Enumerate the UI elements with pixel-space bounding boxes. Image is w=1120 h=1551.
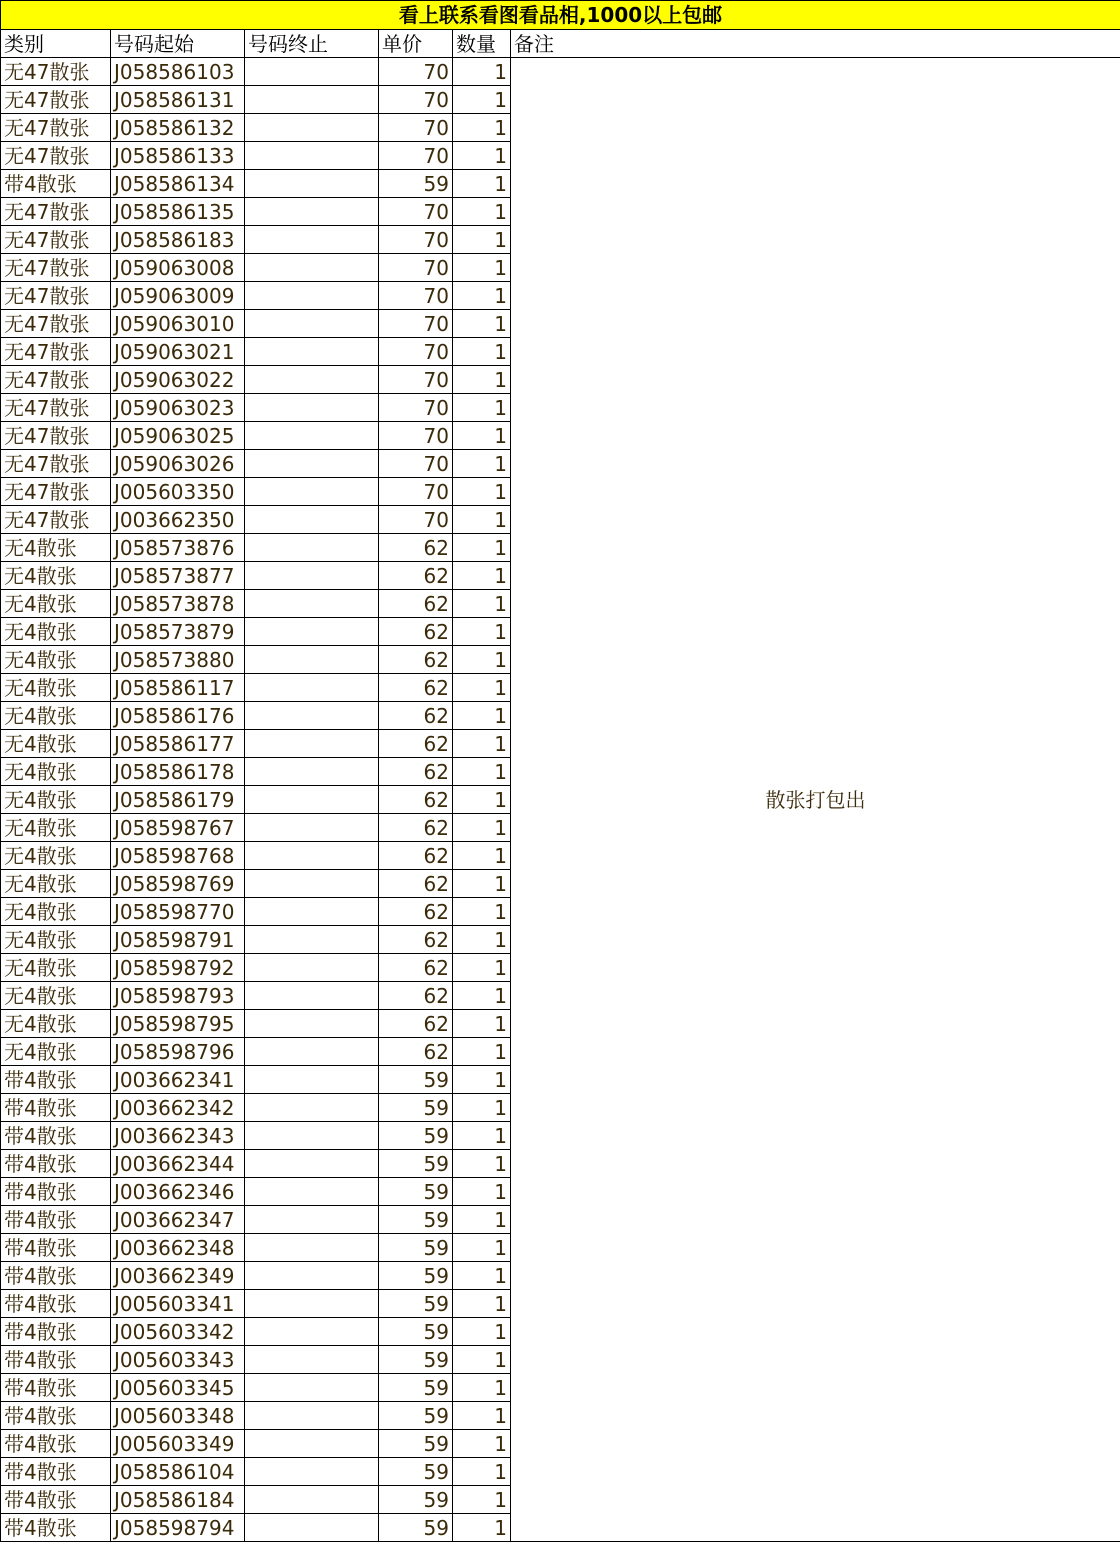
cell-number-end xyxy=(245,1178,379,1206)
cell-number-end xyxy=(245,114,379,142)
cell-number-start: J058598796 xyxy=(111,1038,245,1066)
cell-number-end xyxy=(245,646,379,674)
cell-unit-price: 70 xyxy=(379,226,453,254)
cell-quantity: 1 xyxy=(453,198,511,226)
cell-number-start: J003662348 xyxy=(111,1234,245,1262)
cell-unit-price: 70 xyxy=(379,338,453,366)
cell-number-start: J005603349 xyxy=(111,1430,245,1458)
header-quantity: 数量 xyxy=(453,30,511,58)
cell-number-start: J005603345 xyxy=(111,1374,245,1402)
cell-number-start: J005603350 xyxy=(111,478,245,506)
cell-unit-price: 62 xyxy=(379,590,453,618)
cell-category: 带4散张 xyxy=(1,170,111,198)
cell-number-end xyxy=(245,226,379,254)
cell-number-start: J059063022 xyxy=(111,366,245,394)
cell-category: 带4散张 xyxy=(1,1486,111,1514)
cell-number-start: J003662343 xyxy=(111,1122,245,1150)
header-remark: 备注 xyxy=(511,30,1120,58)
cell-unit-price: 59 xyxy=(379,1402,453,1430)
cell-quantity: 1 xyxy=(453,1458,511,1486)
cell-number-end xyxy=(245,730,379,758)
cell-number-start: J059063023 xyxy=(111,394,245,422)
cell-quantity: 1 xyxy=(453,1150,511,1178)
cell-quantity: 1 xyxy=(453,590,511,618)
cell-unit-price: 62 xyxy=(379,814,453,842)
cell-quantity: 1 xyxy=(453,338,511,366)
cell-unit-price: 70 xyxy=(379,450,453,478)
cell-unit-price: 70 xyxy=(379,86,453,114)
cell-number-end xyxy=(245,1402,379,1430)
cell-category: 无4散张 xyxy=(1,590,111,618)
cell-quantity: 1 xyxy=(453,870,511,898)
cell-number-start: J058586184 xyxy=(111,1486,245,1514)
cell-number-end xyxy=(245,86,379,114)
cell-unit-price: 70 xyxy=(379,114,453,142)
cell-quantity: 1 xyxy=(453,758,511,786)
cell-category: 无47散张 xyxy=(1,338,111,366)
cell-quantity: 1 xyxy=(453,842,511,870)
cell-quantity: 1 xyxy=(453,646,511,674)
cell-quantity: 1 xyxy=(453,114,511,142)
cell-category: 无47散张 xyxy=(1,226,111,254)
cell-category: 无47散张 xyxy=(1,478,111,506)
cell-number-start: J003662342 xyxy=(111,1094,245,1122)
cell-quantity: 1 xyxy=(453,898,511,926)
cell-number-end xyxy=(245,758,379,786)
cell-unit-price: 70 xyxy=(379,422,453,450)
cell-number-start: J058586117 xyxy=(111,674,245,702)
remark-cell: 散张打包出 xyxy=(511,58,1120,1542)
cell-unit-price: 59 xyxy=(379,1318,453,1346)
cell-category: 无4散张 xyxy=(1,814,111,842)
cell-number-start: J058598768 xyxy=(111,842,245,870)
cell-number-start: J058598767 xyxy=(111,814,245,842)
cell-category: 带4散张 xyxy=(1,1178,111,1206)
cell-quantity: 1 xyxy=(453,450,511,478)
cell-number-start: J058598793 xyxy=(111,982,245,1010)
cell-unit-price: 59 xyxy=(379,1486,453,1514)
cell-number-end xyxy=(245,58,379,86)
cell-number-start: J058598769 xyxy=(111,870,245,898)
cell-number-start: J059063010 xyxy=(111,310,245,338)
cell-unit-price: 62 xyxy=(379,926,453,954)
cell-category: 带4散张 xyxy=(1,1066,111,1094)
cell-quantity: 1 xyxy=(453,562,511,590)
cell-category: 无4散张 xyxy=(1,646,111,674)
cell-unit-price: 70 xyxy=(379,394,453,422)
cell-number-end xyxy=(245,702,379,730)
cell-quantity: 1 xyxy=(453,1346,511,1374)
cell-unit-price: 62 xyxy=(379,954,453,982)
cell-category: 无4散张 xyxy=(1,758,111,786)
cell-number-end xyxy=(245,1486,379,1514)
cell-number-end xyxy=(245,506,379,534)
cell-number-start: J058586133 xyxy=(111,142,245,170)
cell-number-start: J058586132 xyxy=(111,114,245,142)
cell-unit-price: 59 xyxy=(379,1234,453,1262)
cell-number-end xyxy=(245,674,379,702)
cell-category: 无47散张 xyxy=(1,394,111,422)
cell-category: 带4散张 xyxy=(1,1430,111,1458)
cell-quantity: 1 xyxy=(453,674,511,702)
cell-unit-price: 59 xyxy=(379,1514,453,1542)
cell-category: 带4散张 xyxy=(1,1514,111,1542)
cell-number-start: J059063026 xyxy=(111,450,245,478)
cell-number-start: J058586104 xyxy=(111,1458,245,1486)
cell-number-end xyxy=(245,898,379,926)
cell-category: 无47散张 xyxy=(1,86,111,114)
cell-quantity: 1 xyxy=(453,478,511,506)
cell-number-end xyxy=(245,1038,379,1066)
cell-quantity: 1 xyxy=(453,1234,511,1262)
header-number-end: 号码终止 xyxy=(245,30,379,58)
cell-quantity: 1 xyxy=(453,926,511,954)
cell-number-end xyxy=(245,562,379,590)
cell-category: 带4散张 xyxy=(1,1262,111,1290)
cell-number-end xyxy=(245,478,379,506)
cell-unit-price: 59 xyxy=(379,1206,453,1234)
cell-category: 无47散张 xyxy=(1,282,111,310)
cell-quantity: 1 xyxy=(453,1374,511,1402)
cell-category: 带4散张 xyxy=(1,1234,111,1262)
cell-number-end xyxy=(245,1374,379,1402)
cell-unit-price: 62 xyxy=(379,870,453,898)
cell-quantity: 1 xyxy=(453,1430,511,1458)
cell-unit-price: 62 xyxy=(379,898,453,926)
cell-number-start: J059063021 xyxy=(111,338,245,366)
sheet-title: 看上联系看图看品相,1000以上包邮 xyxy=(1,1,1120,30)
cell-category: 无47散张 xyxy=(1,366,111,394)
cell-category: 无4散张 xyxy=(1,702,111,730)
cell-unit-price: 62 xyxy=(379,730,453,758)
cell-unit-price: 62 xyxy=(379,562,453,590)
cell-number-end xyxy=(245,142,379,170)
cell-category: 无4散张 xyxy=(1,730,111,758)
cell-number-end xyxy=(245,338,379,366)
cell-unit-price: 62 xyxy=(379,534,453,562)
cell-category: 无4散张 xyxy=(1,926,111,954)
cell-number-start: J058598770 xyxy=(111,898,245,926)
cell-quantity: 1 xyxy=(453,226,511,254)
cell-number-end xyxy=(245,926,379,954)
cell-number-end xyxy=(245,618,379,646)
cell-number-end xyxy=(245,1318,379,1346)
cell-number-end xyxy=(245,842,379,870)
cell-unit-price: 70 xyxy=(379,58,453,86)
cell-unit-price: 70 xyxy=(379,506,453,534)
cell-quantity: 1 xyxy=(453,786,511,814)
cell-number-end xyxy=(245,254,379,282)
cell-unit-price: 59 xyxy=(379,1178,453,1206)
cell-number-end xyxy=(245,590,379,618)
cell-quantity: 1 xyxy=(453,310,511,338)
cell-category: 无47散张 xyxy=(1,254,111,282)
cell-unit-price: 59 xyxy=(379,170,453,198)
cell-quantity: 1 xyxy=(453,814,511,842)
cell-number-start: J058598794 xyxy=(111,1514,245,1542)
cell-number-end xyxy=(245,534,379,562)
cell-unit-price: 62 xyxy=(379,646,453,674)
cell-category: 无47散张 xyxy=(1,114,111,142)
cell-number-start: J058586183 xyxy=(111,226,245,254)
cell-unit-price: 70 xyxy=(379,142,453,170)
cell-category: 无47散张 xyxy=(1,198,111,226)
cell-unit-price: 59 xyxy=(379,1290,453,1318)
cell-number-end xyxy=(245,1346,379,1374)
cell-category: 无47散张 xyxy=(1,450,111,478)
cell-number-start: J058598791 xyxy=(111,926,245,954)
cell-number-end xyxy=(245,422,379,450)
cell-number-start: J058586176 xyxy=(111,702,245,730)
cell-unit-price: 62 xyxy=(379,702,453,730)
cell-unit-price: 59 xyxy=(379,1094,453,1122)
cell-unit-price: 70 xyxy=(379,366,453,394)
cell-quantity: 1 xyxy=(453,1178,511,1206)
cell-category: 带4散张 xyxy=(1,1402,111,1430)
cell-quantity: 1 xyxy=(453,1094,511,1122)
title-row xyxy=(1,1,1120,30)
cell-number-end xyxy=(245,814,379,842)
cell-category: 无4散张 xyxy=(1,842,111,870)
cell-category: 无47散张 xyxy=(1,58,111,86)
cell-number-start: J058586131 xyxy=(111,86,245,114)
cell-number-start: J058573879 xyxy=(111,618,245,646)
cell-number-end xyxy=(245,310,379,338)
cell-number-end xyxy=(245,170,379,198)
cell-category: 无4散张 xyxy=(1,870,111,898)
cell-quantity: 1 xyxy=(453,394,511,422)
cell-unit-price: 62 xyxy=(379,786,453,814)
cell-number-start: J005603341 xyxy=(111,1290,245,1318)
cell-category: 无4散张 xyxy=(1,562,111,590)
header-row xyxy=(1,30,1120,58)
cell-quantity: 1 xyxy=(453,1262,511,1290)
cell-number-end xyxy=(245,1458,379,1486)
cell-quantity: 1 xyxy=(453,254,511,282)
cell-quantity: 1 xyxy=(453,142,511,170)
header-unit-price: 单价 xyxy=(379,30,453,58)
cell-number-end xyxy=(245,1094,379,1122)
cell-category: 无47散张 xyxy=(1,506,111,534)
cell-quantity: 1 xyxy=(453,506,511,534)
cell-unit-price: 62 xyxy=(379,618,453,646)
cell-number-start: J058598792 xyxy=(111,954,245,982)
cell-quantity: 1 xyxy=(453,1318,511,1346)
cell-category: 无4散张 xyxy=(1,534,111,562)
cell-number-end xyxy=(245,870,379,898)
cell-number-start: J003662346 xyxy=(111,1178,245,1206)
cell-quantity: 1 xyxy=(453,1066,511,1094)
cell-unit-price: 70 xyxy=(379,254,453,282)
cell-number-end xyxy=(245,1262,379,1290)
cell-number-start: J058573876 xyxy=(111,534,245,562)
cell-quantity: 1 xyxy=(453,58,511,86)
cell-quantity: 1 xyxy=(453,282,511,310)
cell-number-end xyxy=(245,954,379,982)
cell-number-start: J058586134 xyxy=(111,170,245,198)
cell-number-start: J058573878 xyxy=(111,590,245,618)
cell-unit-price: 62 xyxy=(379,842,453,870)
cell-category: 无4散张 xyxy=(1,982,111,1010)
cell-category: 带4散张 xyxy=(1,1122,111,1150)
cell-unit-price: 59 xyxy=(379,1066,453,1094)
cell-unit-price: 62 xyxy=(379,1038,453,1066)
cell-category: 带4散张 xyxy=(1,1318,111,1346)
cell-category: 带4散张 xyxy=(1,1346,111,1374)
cell-number-end xyxy=(245,1122,379,1150)
cell-unit-price: 59 xyxy=(379,1458,453,1486)
cell-number-start: J059063009 xyxy=(111,282,245,310)
cell-unit-price: 62 xyxy=(379,674,453,702)
cell-number-start: J059063025 xyxy=(111,422,245,450)
cell-quantity: 1 xyxy=(453,1010,511,1038)
cell-quantity: 1 xyxy=(453,730,511,758)
cell-quantity: 1 xyxy=(453,1290,511,1318)
cell-number-start: J058573880 xyxy=(111,646,245,674)
cell-number-end xyxy=(245,1514,379,1542)
cell-category: 带4散张 xyxy=(1,1150,111,1178)
cell-category: 无4散张 xyxy=(1,786,111,814)
cell-unit-price: 62 xyxy=(379,1010,453,1038)
cell-quantity: 1 xyxy=(453,1486,511,1514)
cell-unit-price: 70 xyxy=(379,478,453,506)
cell-number-start: J059063008 xyxy=(111,254,245,282)
cell-unit-price: 59 xyxy=(379,1346,453,1374)
cell-category: 带4散张 xyxy=(1,1206,111,1234)
cell-unit-price: 70 xyxy=(379,282,453,310)
cell-quantity: 1 xyxy=(453,170,511,198)
cell-quantity: 1 xyxy=(453,422,511,450)
cell-unit-price: 59 xyxy=(379,1374,453,1402)
cell-number-end xyxy=(245,282,379,310)
cell-number-start: J003662344 xyxy=(111,1150,245,1178)
cell-quantity: 1 xyxy=(453,954,511,982)
cell-number-start: J003662349 xyxy=(111,1262,245,1290)
cell-number-start: J003662347 xyxy=(111,1206,245,1234)
cell-unit-price: 62 xyxy=(379,982,453,1010)
cell-quantity: 1 xyxy=(453,1206,511,1234)
cell-number-start: J058586178 xyxy=(111,758,245,786)
cell-number-start: J005603343 xyxy=(111,1346,245,1374)
cell-category: 无4散张 xyxy=(1,618,111,646)
cell-unit-price: 59 xyxy=(379,1430,453,1458)
cell-quantity: 1 xyxy=(453,982,511,1010)
cell-number-start: J003662350 xyxy=(111,506,245,534)
cell-number-end xyxy=(245,1010,379,1038)
cell-quantity: 1 xyxy=(453,1038,511,1066)
cell-number-end xyxy=(245,1430,379,1458)
cell-unit-price: 59 xyxy=(379,1262,453,1290)
cell-category: 无4散张 xyxy=(1,1038,111,1066)
cell-number-start: J058586103 xyxy=(111,58,245,86)
cell-number-end xyxy=(245,1290,379,1318)
cell-quantity: 1 xyxy=(453,618,511,646)
cell-quantity: 1 xyxy=(453,534,511,562)
cell-number-end xyxy=(245,1234,379,1262)
cell-quantity: 1 xyxy=(453,366,511,394)
cell-number-start: J058586177 xyxy=(111,730,245,758)
cell-number-end xyxy=(245,394,379,422)
cell-category: 无4散张 xyxy=(1,898,111,926)
header-category: 类别 xyxy=(1,30,111,58)
cell-number-end xyxy=(245,366,379,394)
table-row xyxy=(1,58,1120,86)
cell-quantity: 1 xyxy=(453,1122,511,1150)
cell-unit-price: 70 xyxy=(379,198,453,226)
cell-category: 带4散张 xyxy=(1,1094,111,1122)
cell-unit-price: 59 xyxy=(379,1150,453,1178)
cell-quantity: 1 xyxy=(453,1402,511,1430)
cell-quantity: 1 xyxy=(453,1514,511,1542)
cell-category: 带4散张 xyxy=(1,1458,111,1486)
cell-number-start: J005603348 xyxy=(111,1402,245,1430)
cell-number-start: J005603342 xyxy=(111,1318,245,1346)
cell-number-start: J058598795 xyxy=(111,1010,245,1038)
cell-number-start: J058586179 xyxy=(111,786,245,814)
cell-unit-price: 59 xyxy=(379,1122,453,1150)
cell-number-end xyxy=(245,982,379,1010)
header-number-start: 号码起始 xyxy=(111,30,245,58)
cell-category: 无47散张 xyxy=(1,422,111,450)
cell-number-end xyxy=(245,450,379,478)
cell-number-end xyxy=(245,198,379,226)
cell-number-end xyxy=(245,1206,379,1234)
cell-category: 无4散张 xyxy=(1,954,111,982)
cell-number-start: J003662341 xyxy=(111,1066,245,1094)
cell-category: 无4散张 xyxy=(1,674,111,702)
cell-number-end xyxy=(245,1150,379,1178)
cell-category: 带4散张 xyxy=(1,1374,111,1402)
cell-unit-price: 70 xyxy=(379,310,453,338)
cell-category: 带4散张 xyxy=(1,1290,111,1318)
cell-number-end xyxy=(245,786,379,814)
cell-category: 无4散张 xyxy=(1,1010,111,1038)
cell-quantity: 1 xyxy=(453,702,511,730)
cell-quantity: 1 xyxy=(453,86,511,114)
cell-number-end xyxy=(245,1066,379,1094)
cell-category: 无47散张 xyxy=(1,310,111,338)
cell-unit-price: 62 xyxy=(379,758,453,786)
cell-number-start: J058586135 xyxy=(111,198,245,226)
cell-number-start: J058573877 xyxy=(111,562,245,590)
cell-category: 无47散张 xyxy=(1,142,111,170)
